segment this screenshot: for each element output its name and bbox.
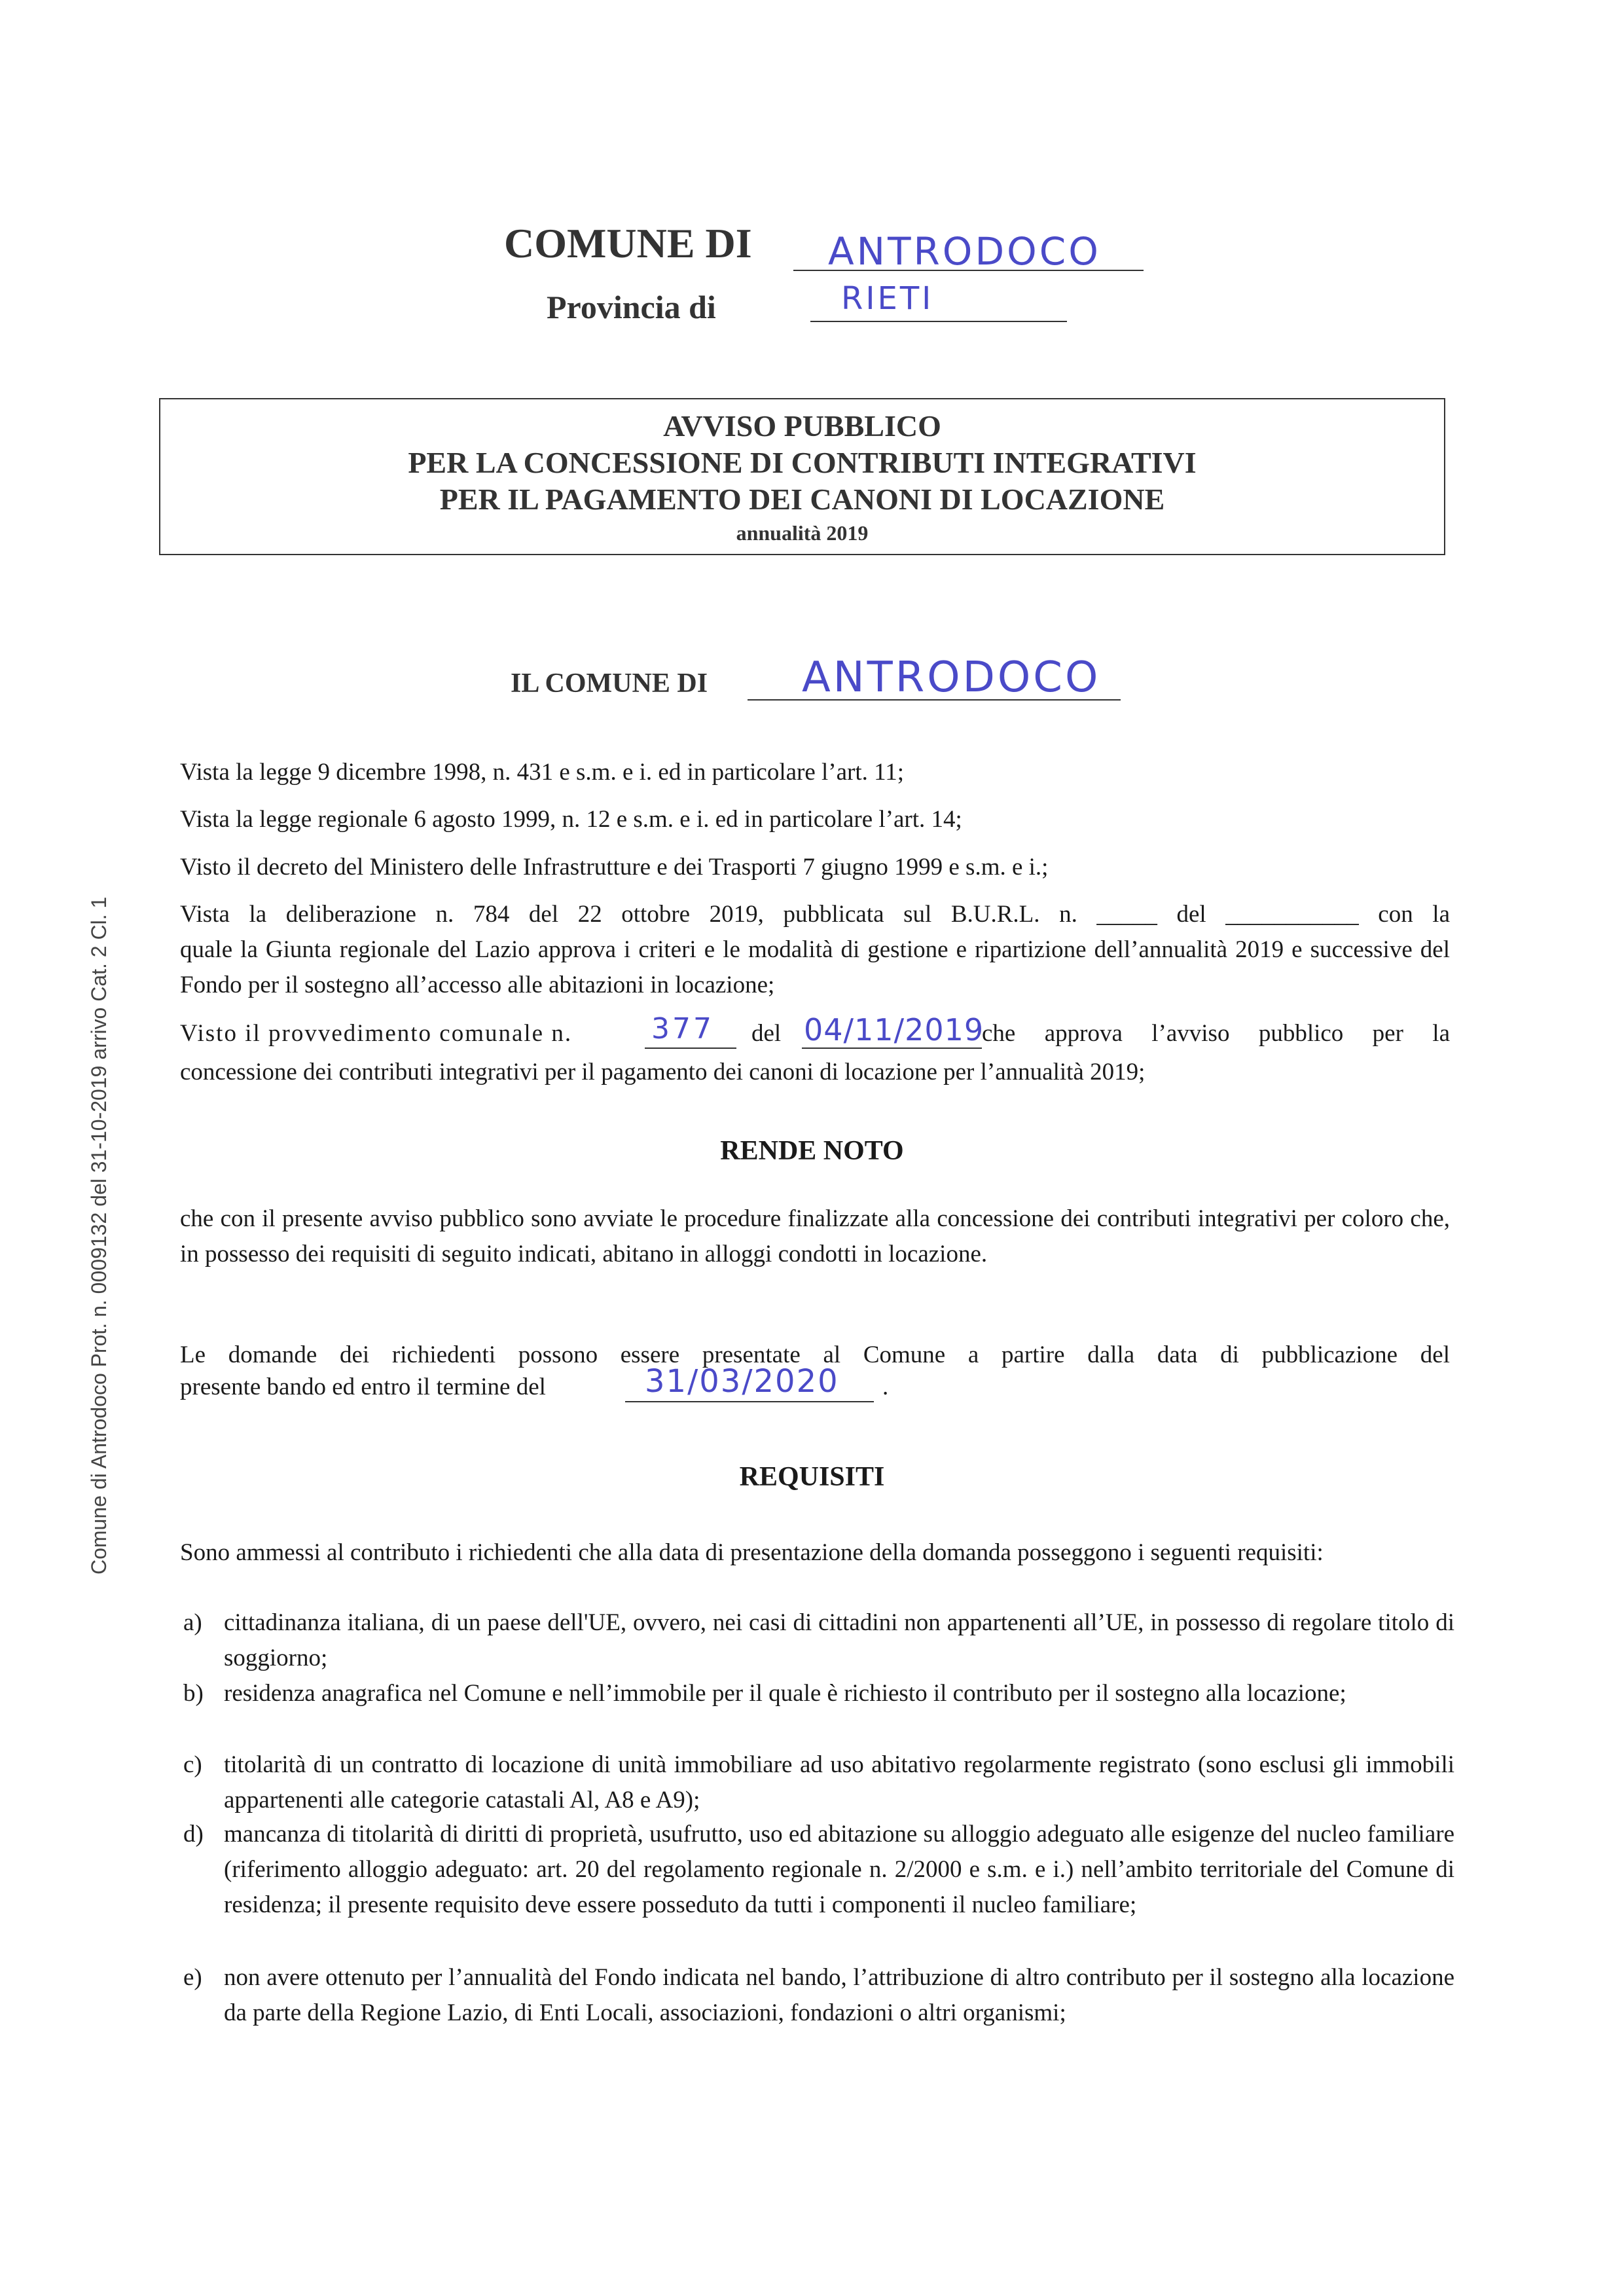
comune-handwritten: ANTRODOCO: [828, 229, 1101, 274]
preamble-p4-line1: Vista la deliberazione n. 784 del 22 ottobre 2019, pubblicata sul B.U.R.L. n. _____ del ___________ con la: [180, 901, 1450, 928]
preamble-p5-b: del: [751, 1020, 782, 1047]
notice-line-1: AVVISO PUBBLICO: [663, 409, 941, 443]
comune-heading: [504, 219, 752, 268]
requisito-letter: e): [183, 1964, 202, 1991]
preamble-p5-line2: concessione dei contributi integrativi per il pagamento dei canoni di locazione per l’annualità 2019;: [180, 1059, 1146, 1085]
preamble-p3: Visto il decreto del Ministero delle Infrastrutture e dei Trasporti 7 giugno 1999 e s.m. e i.;: [180, 854, 1049, 881]
p5-date-handwritten: 04/11/2019: [804, 1012, 984, 1048]
provincia-heading: [547, 288, 716, 326]
notice-line-2: PER LA CONCESSIONE DI CONTRIBUTI INTEGRATIVI: [408, 446, 1197, 479]
provincia-handwritten: RIETI: [841, 280, 934, 317]
preamble-p5-a: Visto il provvedimento comunale n.: [180, 1020, 573, 1047]
protocol-stamp: Comune di Antrodoco Prot. n. 0009132 del 31-10-2019 arrivo Cat. 2 Cl. 1: [87, 896, 111, 1575]
rende-noto-title: RENDE NOTO: [720, 1136, 904, 1166]
requisito-text: non avere ottenuto per l’annualità del Fondo indicata nel bando, l’attribuzione di altro contributo per il sostegno alla locazione da parte della Regione Lazio, di Enti Locali, associazioni, fondazioni o altri organismi;: [224, 1964, 1454, 2026]
requisito-letter: a): [183, 1609, 202, 1636]
deadline-handwritten: 31/03/2020: [645, 1363, 839, 1400]
provincia-underline: [810, 321, 1067, 322]
il-comune-handwritten: ANTRODOCO: [802, 653, 1101, 702]
notice-box: [159, 398, 1445, 555]
preamble-p1: Vista la legge 9 dicembre 1998, n. 431 e s.m. e i. ed in particolare l’art. 11;: [180, 759, 905, 786]
requisiti-title: REQUISITI: [739, 1462, 885, 1492]
comune-label: COMUNE DI: [504, 220, 752, 266]
requisito-letter: d): [183, 1821, 204, 1848]
preamble-p2: Vista la legge regionale 6 agosto 1999, n. 12 e s.m. e i. ed in particolare l’art. 14;: [180, 806, 962, 833]
il-comune-label: IL COMUNE DI: [511, 668, 708, 699]
rende-noto-p2-a: presente bando ed entro il termine del: [180, 1374, 546, 1400]
notice-line-3: PER IL PAGAMENTO DEI CANONI DI LOCAZIONE: [439, 483, 1165, 516]
requisito-text: residenza anagrafica nel Comune e nell’immobile per il quale è richiesto il contributo per il sostegno alla locazione;: [224, 1680, 1346, 1707]
rende-noto-p2-end: .: [882, 1374, 889, 1400]
p5-num-underline: [645, 1048, 736, 1049]
rende-noto-p1: che con il presente avviso pubblico sono avviate le procedure finalizzate alla concessione dei contributi integrativi per coloro che, in possesso dei requisiti di seguito indicati, abitano in alloggi condotti in locazione.: [180, 1205, 1450, 1267]
preamble-p5-c: che approva l’avviso pubblico per la: [982, 1020, 1450, 1047]
deadline-underline: [625, 1401, 874, 1402]
preamble-p4-rest: quale la Giunta regionale del Lazio approva i criteri e le modalità di gestione e ripartizione dell’annualità 2019 e successive del Fondo per il sostegno all’accesso alle abitazioni in locazione;: [180, 936, 1450, 998]
requisito-letter: c): [183, 1751, 202, 1778]
p5-date-underline: [802, 1048, 982, 1049]
requisito-letter: b): [183, 1680, 204, 1707]
requisito-text: mancanza di titolarità di diritti di proprietà, usufrutto, uso ed abitazione su alloggio adeguato alle esigenze del nucleo familiare (riferimento alloggio adeguato: art. 20 del regolamento regionale n. 2/2000 e s.m. e i.) nell’ambito territoriale del Comune di residenza; il presente requisito deve essere posseduto da tutti i componenti il nucleo familiare;: [224, 1821, 1454, 1918]
p5-num-handwritten: 377: [651, 1012, 714, 1046]
requisito-text: titolarità di un contratto di locazione di unità immobiliare ad uso abitativo regolarmente registrato (sono esclusi gli immobili appartenenti alle categorie catastali Al, A8 e A9);: [224, 1751, 1454, 1813]
notice-line-4: annualità 2019: [736, 521, 869, 545]
requisito-text: cittadinanza italiana, di un paese dell'UE, ovvero, nei casi di cittadini non appartenenti all’UE, in possesso di regolare titolo di soggiorno;: [224, 1609, 1454, 1671]
requisiti-intro: Sono ammessi al contributo i richiedenti che alla data di presentazione della domanda posseggono i seguenti requisiti:: [180, 1539, 1324, 1566]
provincia-label: Provincia di: [547, 289, 716, 325]
rende-noto-p2-line1: Le domande dei richiedenti possono essere presentate al Comune a partire dalla data di pubblicazione del: [180, 1341, 1450, 1368]
